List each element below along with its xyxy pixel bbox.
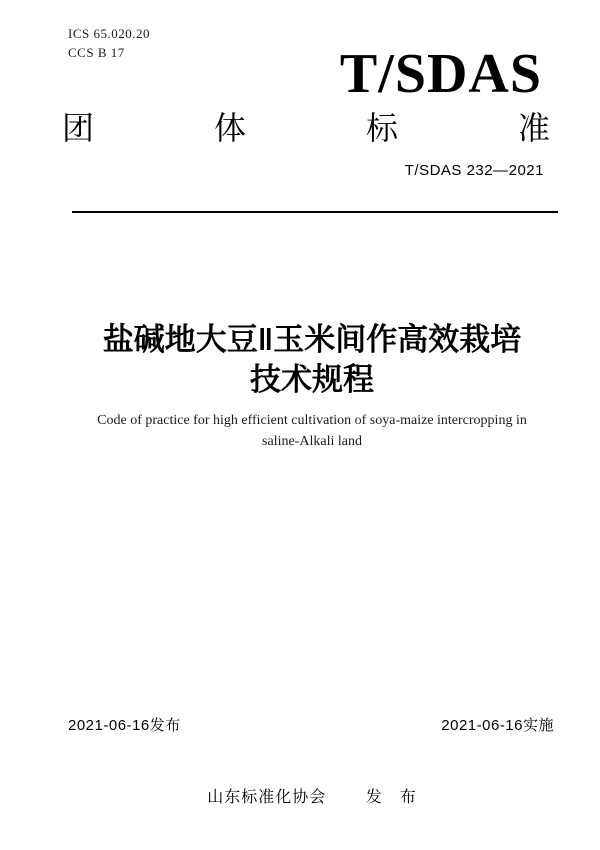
publish-label: 发 布	[365, 789, 417, 806]
standard-title	[57, 320, 567, 400]
publisher-row	[57, 784, 567, 807]
title-line-2: 技术规程	[250, 362, 374, 397]
standard-type-char: 体	[213, 110, 246, 146]
publisher-name: 山东标准化协会	[207, 789, 327, 806]
subtitle-line-2: saline-Alkali land	[262, 434, 362, 449]
ics-code: ICS 65.020.20	[68, 26, 150, 41]
subtitle-line-1: Code of practice for high efficient cultivation of soya-maize intercropping in	[97, 413, 527, 428]
standard-type-char: 团	[62, 110, 95, 146]
standard-type-char: 标	[365, 110, 398, 146]
standard-type-heading	[62, 110, 550, 146]
english-subtitle	[57, 410, 567, 452]
standard-type-char: 准	[517, 110, 550, 146]
implementation-date: 2021-06-16实施	[441, 717, 554, 734]
dates-row	[68, 714, 554, 735]
ccs-code: CCS B 17	[68, 45, 125, 60]
standard-logo: T/SDAS	[339, 43, 542, 105]
classification-codes	[68, 24, 150, 62]
issue-date: 2021-06-16发布	[68, 717, 181, 734]
title-line-1: 盐碱地大豆‖玉米间作高效栽培	[102, 322, 522, 357]
header-divider	[72, 211, 558, 213]
standard-number: T/SDAS 232—2021	[404, 162, 544, 179]
